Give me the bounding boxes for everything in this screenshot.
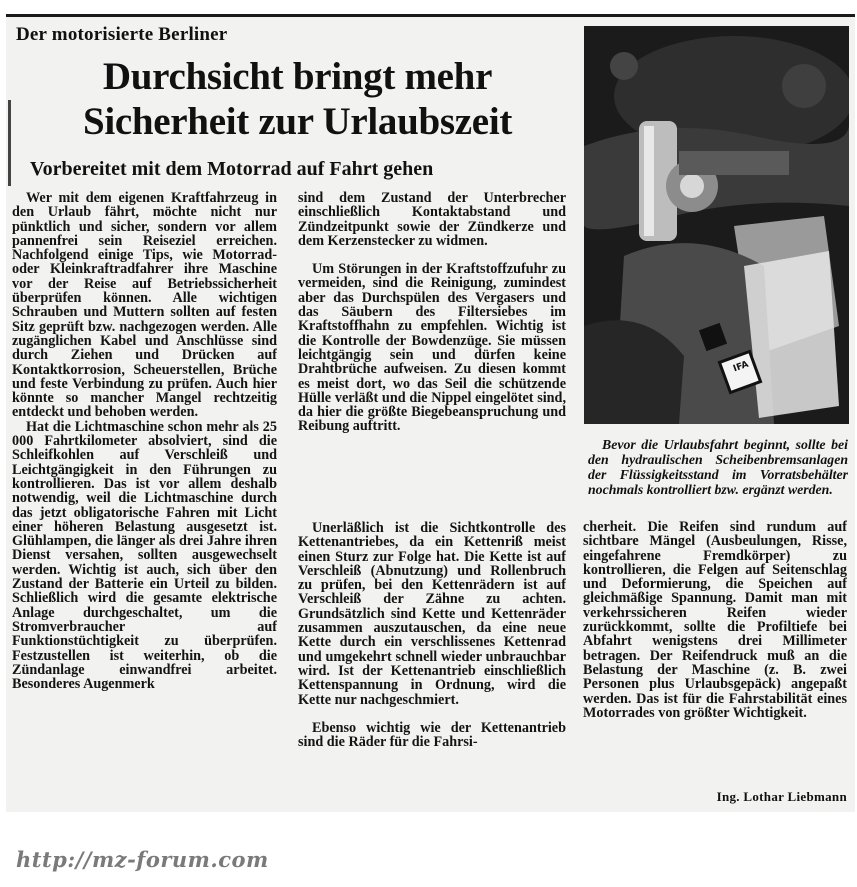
headline-line-1: Durchsicht bringt mehr bbox=[102, 55, 493, 98]
paragraph: Unerläßlich ist die Sichtkontrolle des Kettenantriebes, da ein Kettenriß meist einen Sturz zur Folge hat. Die Kette ist auf Verschleiß (Abnutzung) und Rollenbruch zu prüfen, bei den Kettenrädern ist auf Verschleiß der Zähne zu achten. Grundsätzlich sind Kette und Kettenräder zusammen auszutauschen, da eine neue Kette durch ein verschlissenes Kettenrad und umgekehrt schnell wieder unbrauchbar wird. Ist der Kettenantrieb einschließlich Kettenspannung in Ordnung, wird die Kette nur nachgeschmiert. bbox=[298, 521, 566, 708]
margin-rule bbox=[8, 100, 11, 186]
article-author: Ing. Lothar Liebmann bbox=[716, 789, 847, 804]
paragraph: Um Störungen in der Kraftstoffzufuhr zu vermeiden, sind die Reinigung, zumindest aber das Durchspülen des Vergasers und das Säubern des Filtersiebes im Kraftstoffhahn zu empfehlen. Wichtig ist die Kontrolle der Bowdenzüge. Sie müssen leichtgängig sein und dürfen keine Drahtbrüche aufweisen. Zu diesen kommt es meist dort, wo das Seil die schützende Hülle verläßt und die Nippel eingelötet sind, da hier die größte Biegebeanspruchung und Reibung auftritt. bbox=[298, 261, 566, 435]
ifa-logo-label: IFA bbox=[732, 359, 750, 375]
paragraph: sind dem Zustand der Unterbrecher einschließlich Kontaktabstand und Zündzeitpunkt sowie der Zündkerze und dem Kerzenstecker zu widmen. bbox=[298, 191, 566, 249]
text-column-2 bbox=[298, 191, 566, 521]
site-watermark: http://mz-forum.com bbox=[16, 847, 269, 872]
text-column-1 bbox=[12, 191, 277, 809]
paragraph: cherheit. Die Reifen sind rundum auf sichtbare Mängel (Ausbeulungen, Risse, eingefahrene Fremdkörper) zu kontrollieren, die Felgen auf Seitenschlag und Deformierung, die Speichen auf gleichmäßige Spannung. Damit man mit verkehrssicheren Reifen wieder zurückkommt, sollte die Profiltiefe bei Abfahrt wenigstens drei Millimeter betragen. Der Reifendruck muß an die Belastung der Maschine (z. B. zwei Personen plus Urlaubsgepäck) angepaßt werden. Das ist für die Fahrstabilität eines Motorrades von größter Wichtigkeit. bbox=[583, 520, 847, 721]
article-kicker: Der motorisierte Berliner bbox=[16, 24, 228, 45]
paragraph: Ebenso wichtig wie der Kettenantrieb sind die Räder für die Fahrsi- bbox=[298, 719, 566, 751]
article-subhead: Vorbereitet mit dem Motorrad auf Fahrt gehen bbox=[30, 158, 434, 180]
caption-text: Bevor die Urlaubsfahrt beginnt, sollte bei den hydraulischen Scheibenbremsanlagen der Flüssigkeitsstand im Vorratsbehälter nochmals kontrolliert bzw. ergänzt werden. bbox=[588, 437, 848, 497]
motorcycle-brake-photo bbox=[584, 26, 849, 424]
text-column-3 bbox=[298, 521, 566, 809]
paragraph: Wer mit dem eigenen Kraftfahrzeug in den Urlaub fährt, möchte nicht nur pünktlich und sicher, sondern vor allem pannenfrei sein Reiseziel erreichen. Nachfolgend einige Tips, wie Motorrad- oder Kleinkraftradfahrer ihre Maschine vor der Reise auf Betriebssicherheit überprüfen können. Alle wichtigen Schrauben und Muttern sollten auf festen Sitz geprüft bzw. nachgezogen werden. Alle zugänglichen Kabel und Anschlüsse sind durch Ziehen und Drücken auf Kontaktkorrosion, Scheuerstellen, Brüche und feste Verbindung zu prüfen. Auch hier könnte so mancher Mangel rechtzeitig entdeckt und behoben werden. bbox=[12, 191, 277, 421]
text-column-4 bbox=[583, 520, 847, 788]
headline-line-2: Sicherheit zur Urlaubszeit bbox=[82, 100, 513, 143]
article-headline bbox=[20, 54, 575, 144]
photo-illustration bbox=[584, 26, 849, 424]
photo-caption bbox=[588, 437, 848, 497]
paragraph: Hat die Lichtmaschine schon mehr als 25 000 Fahrtkilometer absolviert, sind die Schleifkohlen auf Verschleiß und Leichtgängigkeit in den Führungen zu kontrollieren. Das ist vor allem deshalb notwendig, weil die Lichtmaschine durch das jetzt obligatorische Fahren mit Licht einer höheren Belastung ausgesetzt ist. Glühlampen, die länger als drei Jahre ihren Dienst versahen, sollten ausgewechselt werden. Wichtig ist auch, sich über den Zustand der Batterie ein Urteil zu bilden. Schließlich wird die gesamte elektrische Anlage durchgeschaltet, um die Stromverbraucher auf Funktionstüchtigkeit zu überprüfen. Festzustellen ist weiterhin, ob die Zündanlage einwandfrei arbeitet. Besonderes Augenmerk bbox=[12, 418, 277, 693]
